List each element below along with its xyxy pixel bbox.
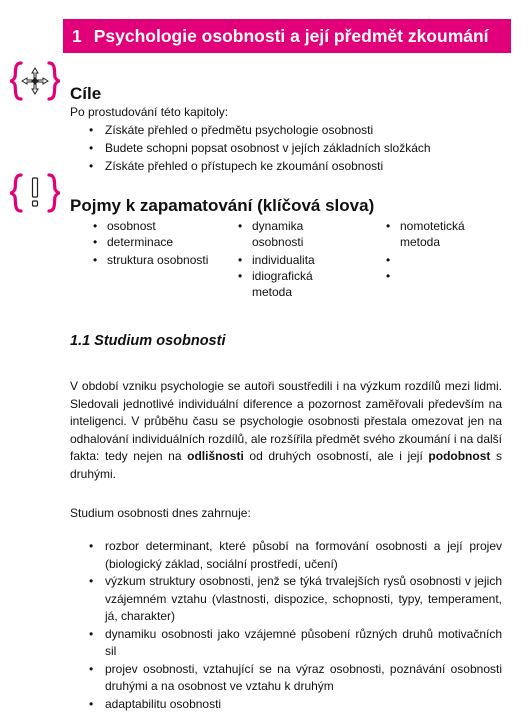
chapter-title: Psychologie osobnosti a její předmět zkoumání <box>93 26 489 46</box>
goal-item: • Získáte přehled o přístupech ke zkoumání osobnosti <box>105 157 431 175</box>
goals-list <box>105 121 431 175</box>
key-term: • dynamika osobnosti <box>252 218 352 250</box>
key-term: • idiografická metoda <box>252 268 352 300</box>
goal-item: • Budete schopni popsat osobnost v jejích základních složkách <box>105 139 431 157</box>
key-term: • struktura osobnosti <box>107 252 217 268</box>
key-terms-column-3 <box>400 218 500 284</box>
key-terms-column-1 <box>107 218 217 268</box>
includes-item: • výzkum struktury osobnosti, jenž se týká trvalejších rysů osobnosti v jejich vzájemném vztahu (vlastnosti, dispozice, schopnosti, typy, temperament, já, charakter) <box>105 573 502 626</box>
key-terms-column-2 <box>252 218 352 300</box>
goals-heading: Cíle <box>70 84 102 103</box>
includes-list <box>105 538 502 713</box>
includes-item: • dynamiku osobnosti jako vzájemné působení různých druhů motivačních sil <box>105 626 502 661</box>
paragraph-text: s druhými. <box>70 449 502 481</box>
paragraph-text: V období vzniku psychologie se autoři soustředili i na výzkum rozdílů mezi lidmi. Sledovali jednotlivé individuální diference a pozornost zaměřovali především na inteligenci. V průběhu času se psychologie osobnosti přestala omezovat jen na odhalování individuálních rozdílů, ale rozšířila předmět svého zkoumání i na další fakta: tedy nejen na <box>70 379 502 463</box>
chapter-heading <box>63 19 511 53</box>
key-terms-heading: Pojmy k zapamatování (klíčová slova) <box>70 196 375 215</box>
includes-item: • adaptabilitu osobnosti <box>105 696 502 714</box>
goal-item: • Získáte přehled o předmětu psychologie osobnosti <box>105 121 431 139</box>
key-term: • individualita <box>252 252 352 268</box>
includes-item: • projev osobnosti, vztahující se na výraz osobnosti, poznávání osobnosti druhými a na osobnost ve vztahu k druhým <box>105 661 502 696</box>
includes-item: • rozbor determinant, které působí na formování osobnosti a její projev (biologický základ, sociální prostředí, učení) <box>105 538 502 573</box>
key-term-empty <box>400 252 500 268</box>
emphasis-similarity: podobnost <box>428 449 491 463</box>
section-paragraph <box>70 378 502 483</box>
section-title: 1.1 Studium osobnosti <box>70 333 226 349</box>
key-term: • determinace <box>107 234 217 250</box>
emphasis-differences: odlišnosti <box>187 449 244 463</box>
compass-icon <box>10 60 60 102</box>
includes-intro: Studium osobnosti dnes zahrnuje: <box>70 506 251 520</box>
key-term-empty <box>400 268 500 284</box>
paragraph-text: od druhých osobností, ale i její <box>243 449 429 463</box>
goals-intro: Po prostudování této kapitoly: <box>70 105 229 119</box>
key-term: • osobnost <box>107 218 217 234</box>
chapter-number: 1 <box>72 26 82 46</box>
key-term: • nomotetická metoda <box>400 218 500 250</box>
exclamation-icon <box>10 172 60 214</box>
